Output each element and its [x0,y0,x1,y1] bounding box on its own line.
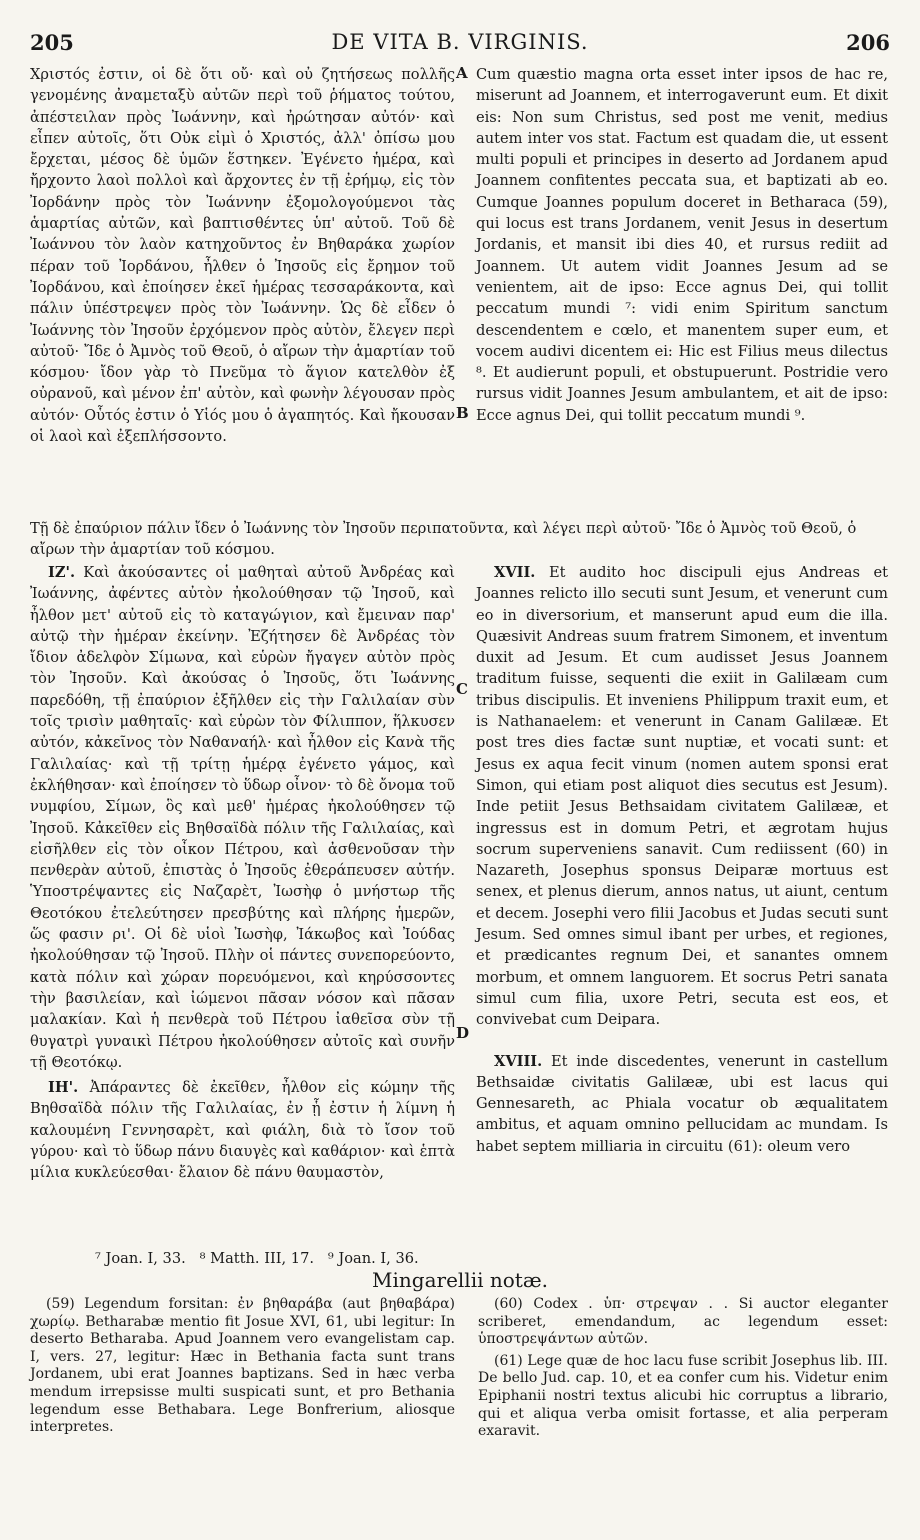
greek-column-bottom [30,562,455,1184]
page-number-right: 206 [846,30,890,55]
footnote-references: ⁷ Joan. I, 33. ⁸ Matth. III, 17. ⁹ Joan. I, 36. [95,1250,419,1267]
latin-section-18-number: XVIII. [494,1052,543,1070]
notes-right-column [478,1296,888,1441]
latin-section-18 [476,1051,888,1157]
note-60: (60) Codex . ὑπ· στρεψαν . . Si auctor eleganter scriberet, emendandum, ac legendum esset: ὑποστρεψάντων αὐτῶν. [478,1296,888,1348]
running-title: DE VITA B. VIRGINIS. [331,30,589,54]
notes-left-column [30,1296,455,1437]
margin-letter-a: A [456,64,468,82]
greek-section-17-number: ΙΖ'. [48,564,76,581]
greek-spanning-line: Τῇ δὲ ἐπαύριον πάλιν ἴδεν ὁ Ἰωάννης τὸν Ἰησοῦν περιπατοῦντα, καὶ λέγει περὶ αὐτοῦ· Ἴδε ὁ Ἀμνὸς τοῦ Θεοῦ, ὁ αἴρων τὴν ἁμαρτίαν τοῦ κόσμου. [30,520,857,559]
latin-section-17 [476,562,888,1031]
latin-section-18-text: Et inde discedentes, venerunt in castellum Bethsaidæ civitatis Galilææ, ubi est lacus qui Gennesareth, ac Phiala vocatur ob æqualitatem ambitus, et aquam omnino pellucidam ac mundam. Is habet septem milliaria in circuitu (61): oleum vero [476,1052,888,1155]
latin-column-bottom [476,562,888,1157]
notes-title: Mingarellii notæ. [372,1268,548,1292]
note-59: (59) Legendum forsitan: ἐν βηθαράβα (aut βηθαβάρα) χωρίῳ. Betharabæ mentio fit Josue XVI, 61, ubi legitur: In deserto Betharaba. Apud Joannem vero evangelistam cap. I, vers. 27, legitur: Hæc in Bethania facta sunt trans Jordanem, ubi erat Joannes baptizans. Sed in hæc verba mendum irrepsisse multi suspicati sunt, et pro Bethania legendum esse Bethabara. Lege Bonfrerium, aliosque interpretes. [30,1296,455,1436]
greek-paragraph-1: Χριστός ἐστιν, οἱ δὲ ὅτι οὔ· καὶ οὐ ζητήσεως πολλῆς γενομένης ἀναμεταξὺ αὐτῶν περὶ τοῦ ῥήματος τούτου, ἀπέστειλαν πρὸς Ἰωάννην, καὶ ἠρώτησαν αὐτόν· καὶ εἶπεν αὐτοῖς, ὅτι Οὐκ εἰμὶ ὁ Χριστός, ἀλλ' ὀπίσω μου ἔρχεται, μέσος δὲ ὑμῶν ἕστηκεν. Ἐγένετο ἡμέρα, καὶ ἤρχοντο λαοὶ πολλοὶ καὶ ἄρχοντες ἐν τῇ ἐρήμῳ, εἰς τὸν Ἰορδάνην πρὸς τὸν Ἰωάννην ἐξομολογούμενοι τὰς ἁμαρτίας αὐτῶν, καὶ βαπτισθέντες ὑπ' αὐτοῦ. Τοῦ δὲ Ἰωάννου τὸν λαὸν κατηχοῦντος ἐν Βηθαράκα χωρίον πέραν τοῦ Ἰορδάνου, ἦλθεν ὁ Ἰησοῦς εἰς ἔρημον τοῦ Ἰορδάνου, καὶ ἐποίησεν ἐκεῖ ἡμέρας τεσσαράκοντα, καὶ πάλιν ὑπέστρεψεν πρὸς τὸν Ἰωάννην. Ὡς δὲ εἶδεν ὁ Ἰωάννης τὸν Ἰησοῦν ἐρχόμενον πρὸς αὐτὸν, ἔλεγεν περὶ αὐτοῦ· Ἴδε ὁ Ἀμνὸς τοῦ Θεοῦ, ὁ αἴρων τὴν ἁμαρτίαν τοῦ κόσμου· ἴδον γὰρ τὸ Πνεῦμα τὸ ἅγιον κατελθὸν ἐξ οὐρανοῦ, καὶ μένον ἐπ' αὐτὸν, καὶ φωνὴν λέγουσαν πρὸς αὐτόν· Οὗτός ἐστιν ὁ Υἱός μου ὁ ἀγαπητός. Καὶ ἤκουσαν οἱ λαοὶ καὶ ἐξεπλήσσοντο. [30,66,455,446]
greek-section-18-text: Ἀπάραντες δὲ ἐκεῖθεν, ἦλθον εἰς κώμην τῆς Βηθσαϊδὰ πόλιν τῆς Γαλιλαίας, ἐν ᾗ ἐστιν ἡ λίμνη ἡ καλουμένη Γεννησαρὲτ, καὶ φιάλη, διὰ τὸ ἴσον τοῦ γύρου· καὶ τὸ ὕδωρ πάνυ διαυγὲς καὶ καθάριον· καὶ ἑπτὰ μίλια κυκλεύεσθαι· ἔλαιον δὲ πάνυ θαυμαστὸν, [30,1079,455,1182]
latin-paragraph-1: Cum quæstio magna orta esset inter ipsos de hac re, miserunt ad Joannem, et interrogaverunt eum. Et dixit eis: Non sum Christus, sed post me venit, medius autem inter vos stat. Factum est quadam die, ut essent multi populi et principes in deserto ad Jordanem apud Joannem confitentes peccata sua, et baptizati ab eo. Cumque Joannes populum doceret in Betharaca (59), qui locus est trans Jordanem, venit Jesus in desertum Jordanis, et mansit ibi dies 40, et rursus rediit ad Joannem. Ut autem vidit Joannes Jesum ad se venientem, ait de ipso: Ecce agnus Dei, qui tollit peccatum mundi ⁷: vidi enim Spiritum sanctum descendentem e cœlo, et manentem super eum, et vocem audivi dicentem ei: Hic est Filius meus dilectus ⁸. Et audierunt populi, et obstupuerunt. Postridie vero rursus vidit Joannes Jesum ambulantem, et ait de ipso: Ecce agnus Dei, qui tollit peccatum mundi ⁹. [476,66,888,424]
page-number-left: 205 [30,30,74,55]
margin-letter-c: C [456,680,468,698]
greek-section-18-number: ΙΗ'. [48,1079,79,1097]
latin-section-17-number: XVII. [494,564,536,581]
greek-column-top [30,64,455,447]
margin-letter-b: B [456,404,469,422]
margin-letter-d: D [456,1024,470,1042]
page-header [30,30,890,60]
greek-section-17 [30,562,455,1073]
note-61: (61) Lege quæ de hoc lacu fuse scribit Josephus lib. III. De bello Jud. cap. 10, et ea confer cum his. Videtur enim Epiphanii nostri textus alicubi hic corruptus a librario, qui et aliqua verba omisit fortasse, et alia perperam exaravit. [478,1352,888,1440]
latin-section-17-text: Et audito hoc discipuli ejus Andreas et Joannes relicto illo secuti sunt Jesum, et venerunt cum eo in diversorium, et manserunt apud eum die illa. Quæsivit Andreas suum fratrem Simonem, et inventum duxit ad Jesum. Et cum audisset Jesus Joannem traditum fuisse, sequenti die exiit in Galilæam cum tribus discipulis. Et inveniens Philippum traxit eum, et is Nathanaelem: et venerunt in Canam Galilææ. Et post tres dies factæ sunt nuptiæ, et vocati sunt: et Jesus ex aqua fecit vinum (nomen autem sponsi erat Simon, qui etiam post aliquot dies secutus est Jesum). Inde petiit Jesus Bethsaidam civitatem Galilææ, et ingressus est in domum Petri, et ægrotam hujus socrum superveniens sanavit. Cum rediissent (60) in Nazareth, Josephus sponsus Deiparæ mortuus est senex, et plenus dierum, annos natus, ut aiunt, centum et decem. Josephi vero filii Jacobus et Judas secuti sunt Jesum. Sed omnes simul ibant per urbes, et regiones, et prædicantes regnum Dei, et sanantes omnem morbum, et omnem languorem. Et socrus Petri sanata simul cum filia, uxore Petri, secuta est eos, et convivebat cum Deipara. [476,564,888,1029]
latin-column-top [476,64,888,426]
greek-section-18 [30,1077,455,1183]
greek-section-17-text: Καὶ ἀκούσαντες οἱ μαθηταὶ αὐτοῦ Ἀνδρέας καὶ Ἰωάννης, ἀφέντες αὐτὸν ἠκολούθησαν τῷ Ἰησοῦ, καὶ ἦλθον μετ' αὐτοῦ εἰς τὸ καταγώγιον, καὶ ἔμειναν παρ' αὐτῷ τὴν ἡμέραν ἐκείνην. Ἐζήτησεν δὲ Ἀνδρέας τὸν ἴδιον ἀδελφὸν Σίμωνα, καὶ εὑρὼν ἤγαγεν αὐτὸν πρὸς τὸν Ἰησοῦν. Καὶ ἀκούσας ὁ Ἰησοῦς, ὅτι Ἰωάννης παρεδόθη, τῇ ἐπαύριον ἐξῆλθεν εἰς τὴν Γαλιλαίαν σὺν τοῖς τρισὶν μαθηταῖς· καὶ εὑρὼν τὸν Φίλιππον, ἥλκυσεν αὐτόν, κἀκεῖνος τὸν Ναθαναήλ· καὶ ἦλθον εἰς Κανὰ τῆς Γαλιλαίας· καὶ τῇ τρίτῃ ἡμέρᾳ ἐγένετο γάμος, καὶ ἐκλήθησαν· καὶ ἐποίησεν τὸ ὕδωρ οἶνον· τὸ δὲ ὄνομα τοῦ νυμφίου, Σίμων, ὃς καὶ μεθ' ἡμέρας ἠκολούθησεν τῷ Ἰησοῦ. Κἀκεῖθεν εἰς Βηθσαϊδὰ πόλιν τῆς Γαλιλαίας, καὶ εἰσῆλθεν εἰς τὸν οἶκον Πέτρου, καὶ ἀσθενοῦσαν τὴν πενθερὰν αὐτοῦ, ἐπιστὰς ὁ Ἰησοῦς ἐθεράπευσεν αὐτήν. Ὑποστρέψαντες εἰς Ναζαρὲτ, Ἰωσὴφ ὁ μνήστωρ τῆς Θεοτόκου ἐτελεύτησεν πρεσβύτης καὶ πλήρης ἡμερῶν, ὥς φασιν ρι'. Οἱ δὲ υἱοὶ Ἰωσὴφ, Ἰάκωβος καὶ Ἰούδας ἠκολούθησαν τῷ Ἰησοῦ. Πλὴν οἱ πάντες συνεπορεύοντο, κατὰ πόλιν καὶ χώραν πορευόμενοι, καὶ κηρύσσοντες τὴν βασιλείαν, καὶ ἰώμενοι πᾶσαν νόσον καὶ πᾶσαν μαλακίαν. Καὶ ἡ πενθερὰ τοῦ Πέτρου ἰαθεῖσα σὺν τῇ θυγατρὶ γυναικὶ Πέτρου ἠκολούθησεν αὐτοῖς καὶ συνῆν τῇ Θεοτόκῳ. [30,564,456,1071]
